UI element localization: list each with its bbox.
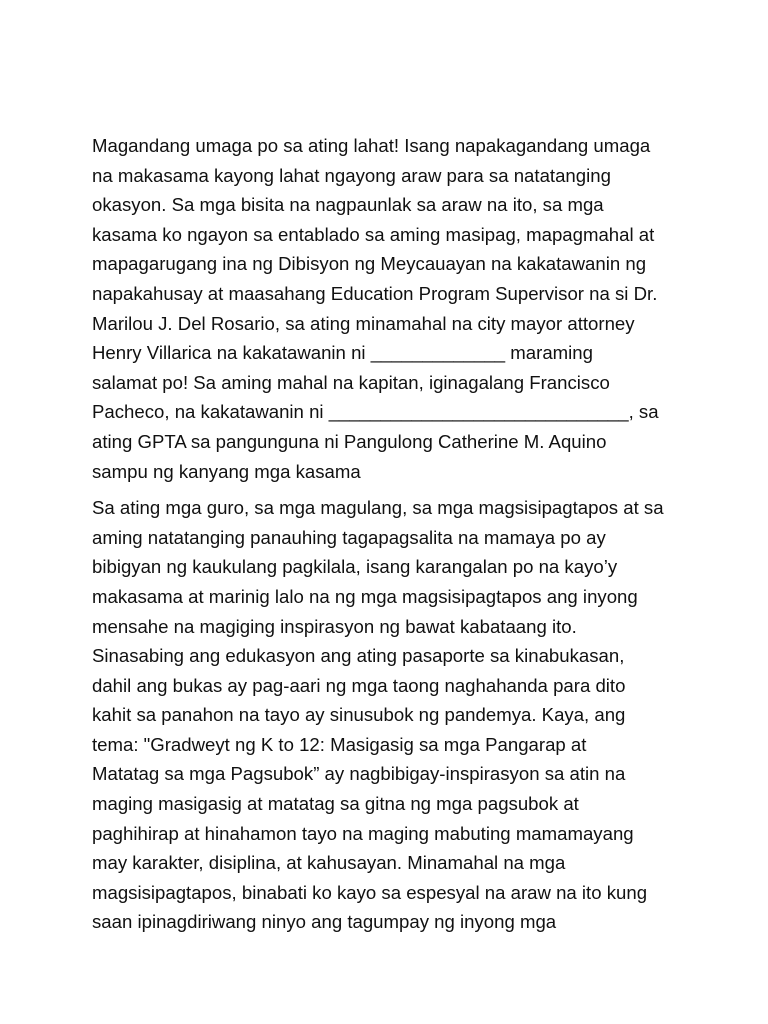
document-body: [92, 131, 692, 937]
paragraph-message: Sa ating mga guro, sa mga magulang, sa mga magsisipagtapos at sa aming natatanging panauhing tagapagsalita na mamaya po ay bibigyan ng kaukulang pagkilala, isang karangalan po na kayo’y makasama at marinig lalo na ng mga magsisipagtapos ang inyong mensahe na magiging inspirasyon ng bawat kabataang ito. Sinasabing ang edukasyon ang ating pasaporte sa kinabukasan, dahil ang bukas ay pag-aari ng mga taong naghahanda para dito kahit sa panahon na tayo ay sinusubok ng pandemya. Kaya, ang tema: "Gradweyt ng K to 12: Masigasig sa mga Pangarap at Matatag sa mga Pagsubok” ay nagbibigay-inspirasyon sa atin na maging masigasig at matatag sa gitna ng mga pagsubok at paghihirap at hinahamon tayo na maging mabuting mamamayang may karakter, disiplina, at kahusayan. Minamahal na mga magsisipagtapos, binabati ko kayo sa espesyal na araw na ito kung saan ipinagdiriwang ninyo ang tagumpay ng inyong mga: [92, 497, 664, 933]
paragraph-greeting: Magandang umaga po sa ating lahat! Isang napakagandang umaga na makasama kayong lahat ngayong araw para sa natatanging okasyon. Sa mga bisita na nagpaunlak sa araw na ito, sa mga kasama ko ngayon sa entablado sa aming masipag, mapagmahal at mapagarugang ina ng Dibisyon ng Meycauayan na kakatawanin ng napakahusay at maasahang Education Program Supervisor na si Dr. Marilou J. Del Rosario, sa ating minamahal na city mayor attorney Henry Villarica na kakatawanin ni _____________ maraming salamat po! Sa aming mahal na kapitan, iginagalang Francisco Pacheco, na kakatawanin ni _____________________________, sa ating GPTA sa pangunguna ni Pangulong Catherine M. Aquino sampu ng kanyang mga kasama: [92, 135, 659, 482]
